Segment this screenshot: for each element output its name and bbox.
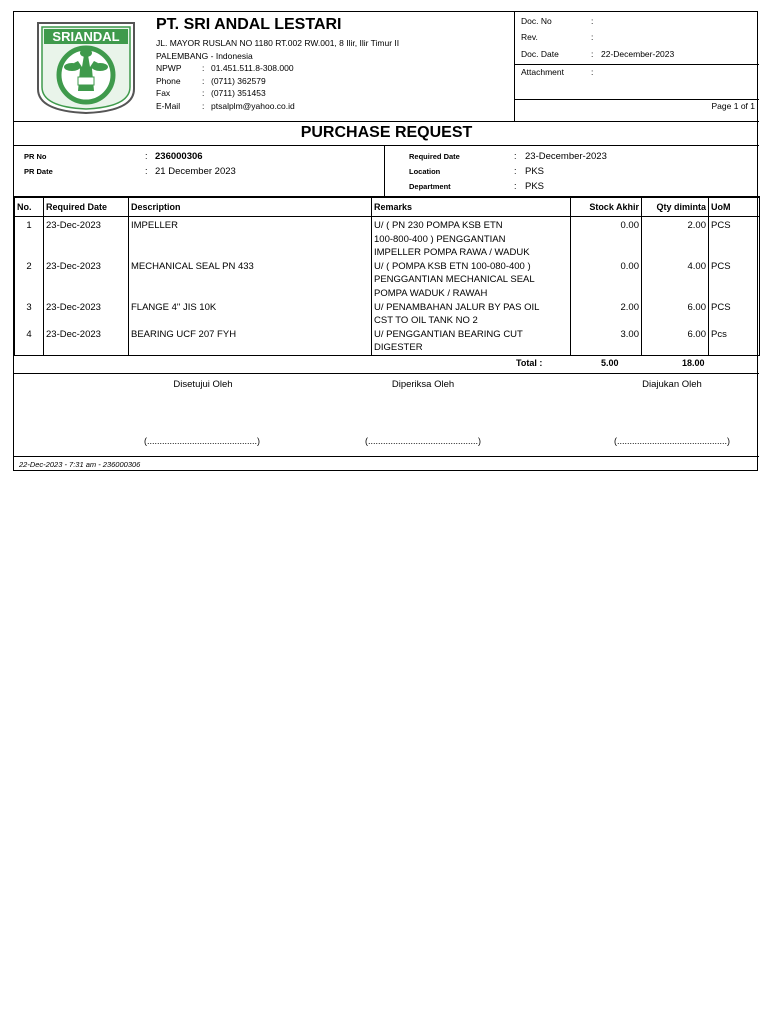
items-table (14, 196, 760, 356)
pr-date-value: 21 December 2023 (155, 166, 236, 177)
approved-by-label: Disetujui Oleh (173, 379, 233, 390)
column-header: Required Date (44, 197, 129, 217)
table-header-row (15, 197, 760, 217)
item-description: MECHANICAL SEAL PN 433 (129, 260, 372, 301)
table-row (15, 328, 760, 356)
company-name: PT. SRI ANDAL LESTARI (156, 16, 342, 33)
phone-value: (0711) 362579 (211, 75, 266, 86)
npwp-label: NPWP (156, 63, 182, 74)
item-required-date: 23-Dec-2023 (44, 301, 129, 328)
total-stock: 5.00 (601, 358, 619, 368)
document-title: PURCHASE REQUEST (14, 121, 759, 146)
email-value: ptsalplm@yahoo.co.id (211, 100, 295, 111)
pr-no-row: PR No : 236000306 (24, 151, 203, 162)
request-info (14, 146, 759, 198)
purchase-request-document (13, 11, 758, 471)
location-row: Location : PKS (409, 166, 545, 177)
item-remarks: U/ ( PN 230 POMPA KSB ETN 100-800-400 ) PENGGANTIAN IMPELLER POMPA RAWA / WADUK (372, 217, 571, 260)
checked-signature-line: (............................................) (364, 436, 481, 446)
attachment-row: Attachment : (521, 67, 594, 77)
item-required-date: 23-Dec-2023 (44, 217, 129, 260)
item-stock: 3.00 (571, 328, 642, 356)
document-header (14, 12, 759, 122)
location-label: Location (409, 167, 441, 176)
item-remarks: U/ ( POMPA KSB ETN 100-080-400 ) PENGGANTIAN MECHANICAL SEAL POMPA WADUK / RAWAH (372, 260, 571, 301)
print-footer: 22-Dec-2023 - 7:31 am - 236000306 (19, 460, 141, 469)
item-description: IMPELLER (129, 217, 372, 260)
doc-date-value: 22-December-2023 (601, 49, 675, 59)
meta-divider (515, 99, 759, 100)
item-qty: 6.00 (642, 328, 709, 356)
meta-divider (515, 64, 759, 65)
item-required-date: 23-Dec-2023 (44, 328, 129, 356)
item-description: FLANGE 4" JIS 10K (129, 301, 372, 328)
npwp-value: 01.451.511.8-308.000 (211, 63, 294, 74)
logo-text: SRIANDAL (52, 29, 120, 44)
rev-row: Rev. : (521, 32, 594, 42)
doc-date-row: Doc. Date : 22-December-2023 (521, 49, 675, 59)
pr-no-label: PR No (24, 152, 47, 161)
item-no: 2 (15, 260, 44, 301)
required-date-label: Required Date (409, 152, 460, 161)
item-stock: 2.00 (571, 301, 642, 328)
page-indicator: Page 1 of 1 (711, 101, 755, 111)
phone-label: Phone (156, 75, 181, 86)
item-uom: PCS (709, 217, 760, 260)
phone-row: Phone : (0711) 362579 (156, 75, 266, 86)
total-label: Total : (516, 358, 543, 368)
company-info (156, 15, 511, 113)
column-header: No. (15, 197, 44, 217)
item-no: 4 (15, 328, 44, 356)
pr-date-row: PR Date : 21 December 2023 (24, 166, 236, 177)
item-stock: 0.00 (571, 217, 642, 260)
pr-date-label: PR Date (24, 167, 53, 176)
approved-signature-line: (............................................) (143, 436, 260, 446)
table-row (15, 301, 760, 328)
fax-value: (0711) 351453 (211, 88, 266, 99)
table-row (15, 217, 760, 260)
department-label: Department (409, 182, 451, 191)
company-address-line2: PALEMBANG - Indonesia (156, 50, 253, 61)
item-qty: 4.00 (642, 260, 709, 301)
company-address-line1: JL. MAYOR RUSLAN NO 1180 RT.002 RW.001, 8 Ilir, Ilir Timur II (156, 38, 400, 48)
footer-divider (14, 456, 759, 457)
item-qty: 2.00 (642, 217, 709, 260)
item-no: 3 (15, 301, 44, 328)
email-label: E-Mail (156, 100, 181, 111)
column-header: Remarks (372, 197, 571, 217)
company-logo (34, 19, 138, 115)
email-row: E-Mail : ptsalplm@yahoo.co.id (156, 100, 295, 111)
item-description: BEARING UCF 207 FYH (129, 328, 372, 356)
column-header: Qty diminta (642, 197, 709, 217)
info-divider (384, 146, 385, 197)
pr-no-value: 236000306 (155, 151, 203, 162)
item-uom: Pcs (709, 328, 760, 356)
total-qty: 18.00 (682, 358, 705, 368)
department-row: Department : PKS (409, 181, 545, 192)
npwp-row: NPWP : 01.451.511.8-308.000 (156, 63, 294, 74)
location-value: PKS (525, 166, 545, 177)
required-date-row: Required Date : 23-December-2023 (409, 151, 607, 162)
column-header: Description (129, 197, 372, 217)
item-remarks: U/ PENGGANTIAN BEARING CUT DIGESTER (372, 328, 571, 356)
submitted-by-label: Diajukan Oleh (642, 379, 702, 390)
fax-row: Fax : (0711) 351453 (156, 88, 266, 99)
submitted-signature-line: (............................................) (613, 436, 730, 446)
department-value: PKS (525, 181, 545, 192)
item-uom: PCS (709, 260, 760, 301)
item-qty: 6.00 (642, 301, 709, 328)
item-uom: PCS (709, 301, 760, 328)
item-stock: 0.00 (571, 260, 642, 301)
totals-row (14, 355, 759, 374)
column-header: UoM (709, 197, 760, 217)
item-required-date: 23-Dec-2023 (44, 260, 129, 301)
item-no: 1 (15, 217, 44, 260)
column-header: Stock Akhir (571, 197, 642, 217)
document-meta (514, 12, 759, 121)
checked-by-label: Diperiksa Oleh (391, 379, 455, 390)
table-row (15, 260, 760, 301)
fax-label: Fax (156, 88, 171, 99)
item-remarks: U/ PENAMBAHAN JALUR BY PAS OIL CST TO OIL TANK NO 2 (372, 301, 571, 328)
doc-no-row: Doc. No : (521, 16, 594, 26)
required-date-value: 23-December-2023 (525, 151, 607, 162)
